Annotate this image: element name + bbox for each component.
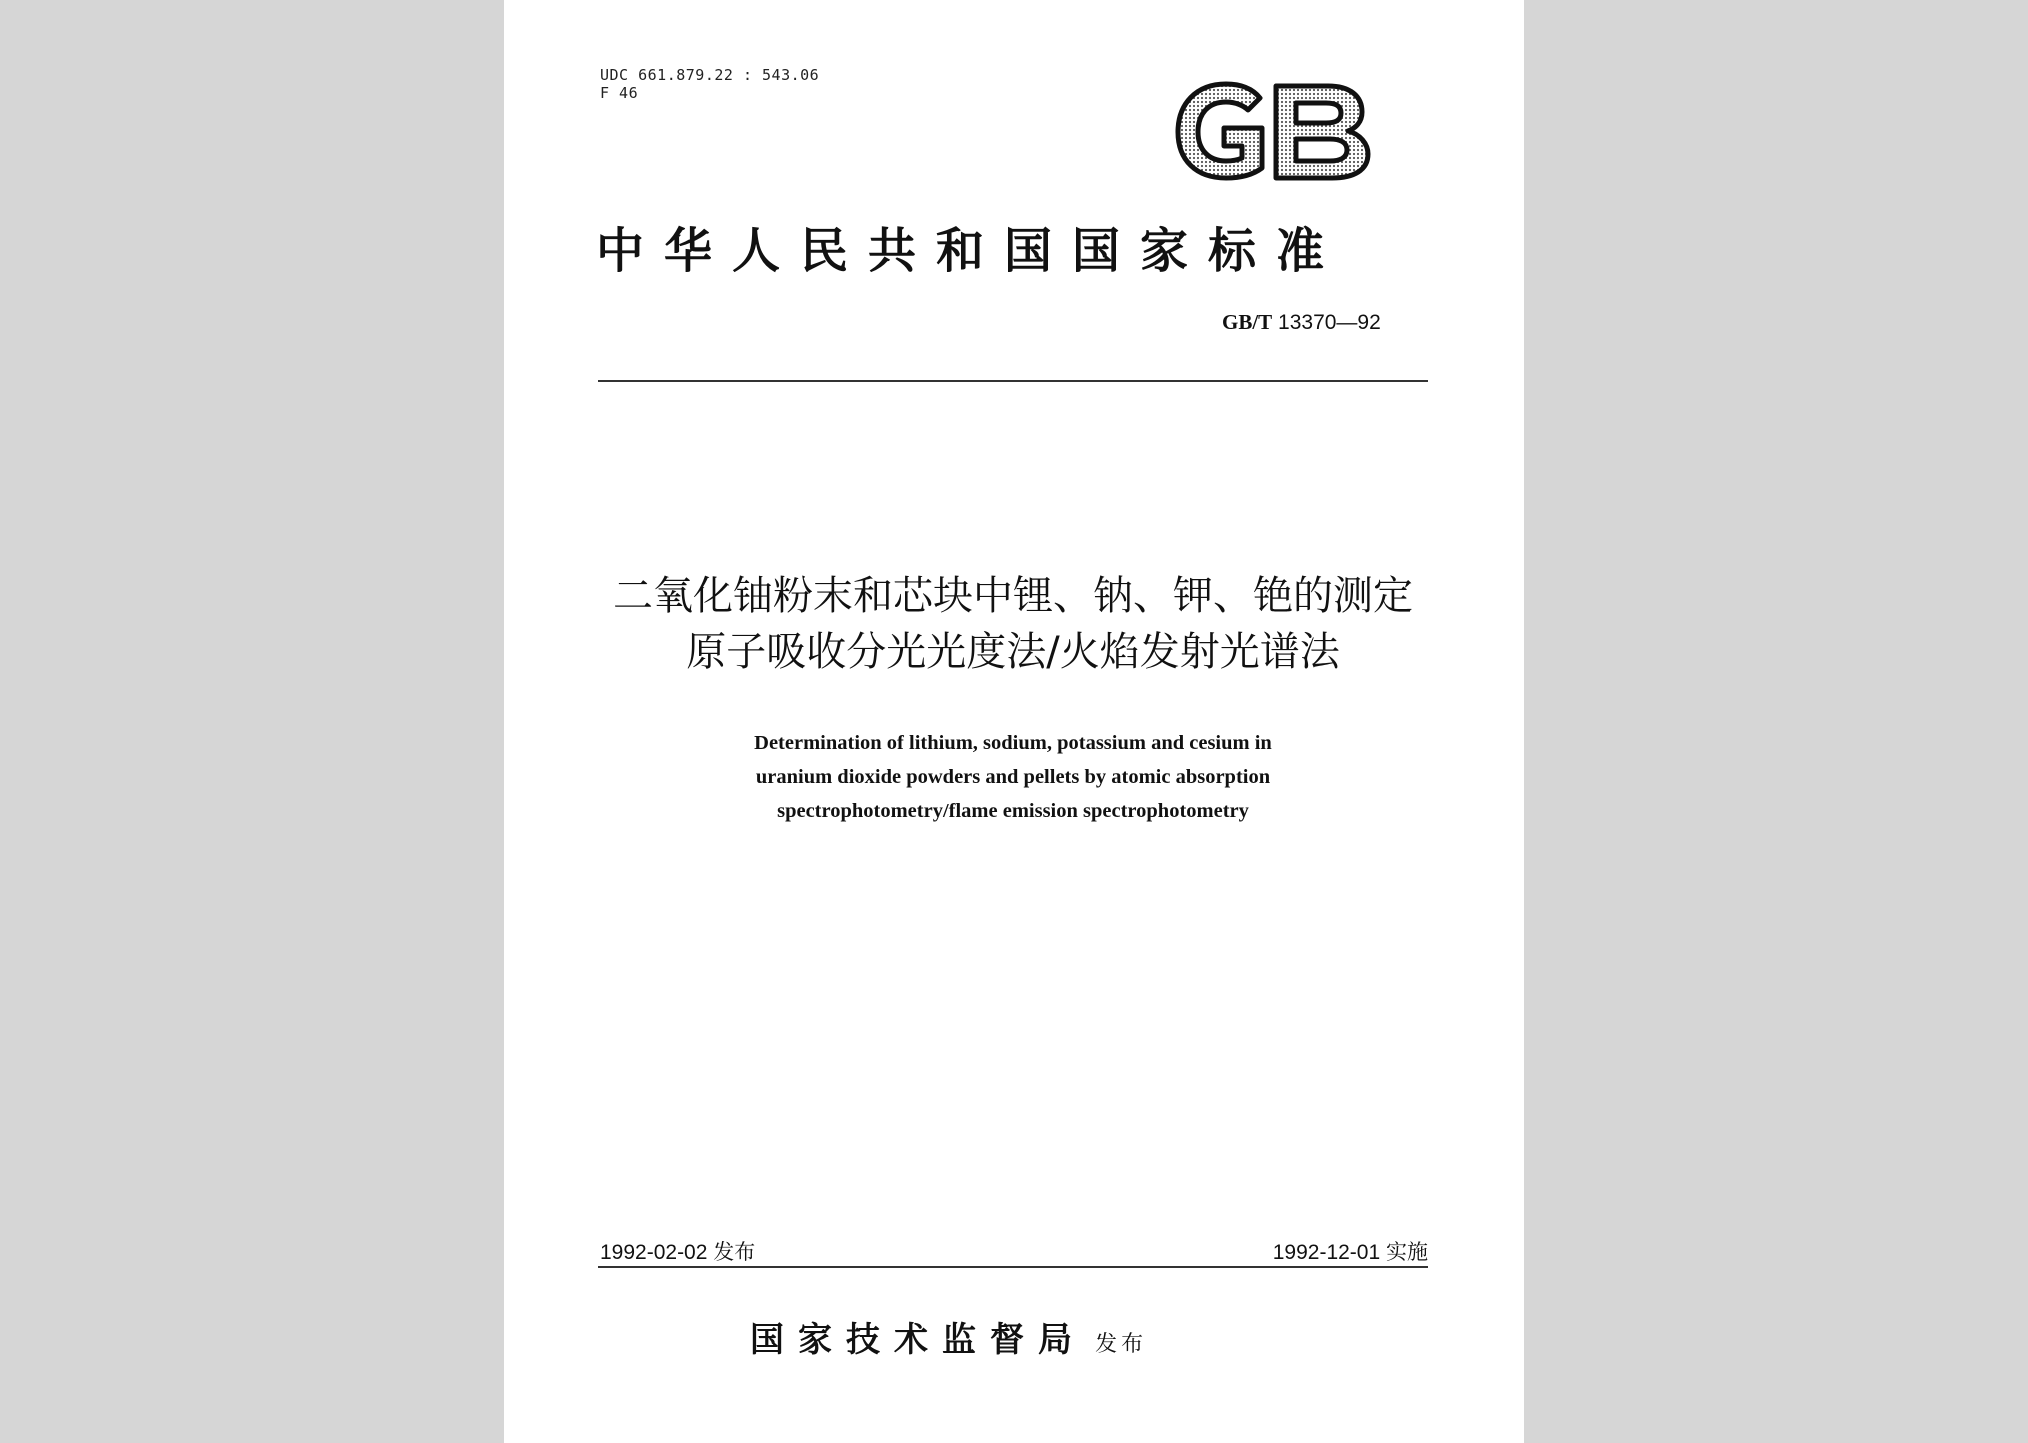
english-title-line-1: Determination of lithium, sodium, potassium and cesium in <box>754 732 1272 754</box>
standard-code <box>1222 310 1381 335</box>
chinese-title-line-1: 二氧化铀粉末和芯块中锂、钠、钾、铯的测定 <box>613 573 1413 619</box>
issuing-organization: 国家技术监督局 <box>750 1320 1086 1360</box>
standard-code-number: 13370—92 <box>1278 311 1381 334</box>
issuer <box>750 1312 1147 1361</box>
footer-divider <box>598 1266 1428 1268</box>
standard-code-prefix: GB/T <box>1222 310 1273 334</box>
chinese-title <box>598 568 1428 680</box>
gb-logo <box>1168 76 1374 186</box>
issue-date: 1992-02-02 发布 <box>600 1241 756 1264</box>
chinese-title-line-2: 原子吸收分光光度法/火焰发射光谱法 <box>686 629 1340 675</box>
english-title-line-2: uranium dioxide powders and pellets by atomic absorption <box>755 766 1271 788</box>
udc-code: UDC 661.879.22 : 543.06 <box>600 66 820 84</box>
header-divider <box>598 380 1428 382</box>
implementation-date: 1992-12-01 实施 <box>1272 1241 1428 1264</box>
issuer-action: 发布 <box>1095 1332 1148 1357</box>
national-standard-title: 中华人民共和国国家标准 <box>596 223 1345 279</box>
document-page <box>504 0 1524 1443</box>
english-title-line-3: spectrophotometry/flame emission spectrophotometry <box>777 800 1249 822</box>
classification-block <box>600 66 819 102</box>
english-title <box>598 726 1428 828</box>
class-code: F 46 <box>600 84 639 102</box>
